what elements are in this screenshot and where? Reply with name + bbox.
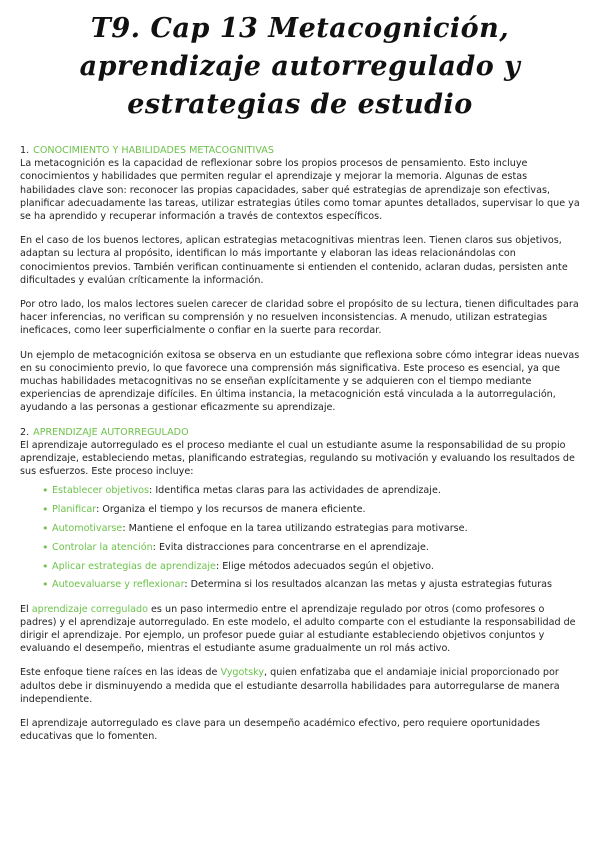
list-item: • Automotivarse: Mantiene el enfoque en la tarea utilizando estrategias para motivarse. — [42, 522, 580, 535]
list-item: • Aplicar estrategias de aprendizaje: Elige métodos adecuados según el objetivo. — [42, 560, 580, 573]
section-1-heading — [20, 144, 580, 157]
section-1-number: 1. — [20, 145, 30, 156]
list-item-text: Elige métodos adecuados según el objetivo. — [222, 560, 434, 572]
section-1-paragraph-2: En el caso de los buenos lectores, aplican estrategias metacognitivas mientras leen. Tienen claros sus objetivos, adaptan su lectura al propósito, identifican lo más importante y elaboran las ideas relacionándolas con conocimientos previos. También verifican continuamente si entienden el contenido, aclaran dudas, persisten ante dificultades y evalúan críticamente la información. — [20, 235, 568, 286]
list-item-text: Evita distracciones para concentrarse en el aprendizaje. — [158, 541, 429, 553]
list-item-term: Controlar la atención — [52, 541, 153, 553]
section-1-paragraph-4: Un ejemplo de metacognición exitosa se observa en un estudiante que reflexiona sobre cómo integrar ideas nuevas en su conocimiento previo, lo que favorece una comprensión más significativa. Este proceso es esencial, ya que muchas habilidades metacognitivas no se enseñan explícitamente y se adquieren con el tiempo mediante experiencias de aprendizaje difíciles. En última instancia, la metacognición está vinculada a la autorregulación, ayudando a las personas a gestionar eficazmente su aprendizaje. — [20, 349, 580, 414]
section-1-paragraph-1: La metacognición es la capacidad de reflexionar sobre los propios procesos de pensamiento. Esto incluye conocimientos y habilidades que permiten regular el aprendizaje y mejorar la memoria. Algunas de estas habilidades clave son: reconocer las propias capacidades, saber qué estrategias de aprendizaje son efectivas, planificar adecuadamente las tareas, utilizar estrategias útiles como tomar apuntes detallados, supervisar lo que ya se ha aprendido y recuperar información a través de contextos específicos. — [20, 158, 580, 223]
list-item: • Establecer objetivos: Identifica metas claras para las actividades de aprendizaje. — [42, 484, 580, 497]
section-1-title: CONOCIMIENTO Y HABILIDADES METACOGNITIVAS — [33, 145, 274, 156]
list-item-text: Organiza el tiempo y los recursos de manera eficiente. — [102, 504, 366, 516]
list-item-term: Establecer objetivos — [52, 485, 150, 497]
document-body — [20, 144, 580, 743]
vygotsky-pre: Este enfoque tiene raíces en las ideas de — [20, 667, 221, 679]
section-2-number: 2. — [20, 426, 30, 438]
list-item-term: Automotivarse — [52, 523, 123, 535]
list-item-text: Mantiene el enfoque en la tarea utilizando estrategias para motivarse. — [128, 523, 468, 535]
vygotsky-term: Vygotsky — [220, 667, 265, 679]
coregulated-post: es un paso intermedio entre el aprendizaje regulado por otros (como profesores o padres) y el aprendizaje autorregulado. En este modelo, el adulto comparte con el estudiante la responsabilidad de dirigir el aprendizaje. Por ejemplo, un profesor puede guiar al estudiante estableciendo objetivos conjuntos y evaluando el desempeño, mientras el estudiante asume gradualmente un rol más activo. — [20, 603, 576, 655]
final-paragraph: El aprendizaje autorregulado es clave para un desempeño académico efectivo, pero requiere oportunidades educativas que lo fomenten. — [20, 718, 540, 743]
coregulated-paragraph — [20, 603, 580, 656]
section-2-intro: El aprendizaje autorregulado es el proceso mediante el cual un estudiante asume la responsabilidad de su propio aprendizaje, estableciendo metas, planificando estrategias, regulando su motivación y evaluando los resultados de sus esfuerzos. Este proceso incluye: — [20, 439, 575, 478]
coregulated-term: aprendizaje corregulado — [31, 603, 148, 615]
section-2-title: APRENDIZAJE AUTORREGULADO — [33, 426, 189, 438]
list-item-term: Planificar — [52, 504, 97, 516]
list-item-text: Determina si los resultados alcanzan las metas y ajusta estrategias futuras — [190, 579, 553, 591]
list-item: • Planificar: Organiza el tiempo y los recursos de manera eficiente. — [42, 503, 580, 516]
list-item: • Autoevaluarse y reflexionar: Determina si los resultados alcanzan las metas y ajusta estrategias futuras — [42, 578, 580, 591]
list-item: • Controlar la atención: Evita distracciones para concentrarse en el aprendizaje. — [42, 541, 580, 554]
coregulated-pre: El — [20, 603, 32, 615]
page-title: T9. Cap 13 Metacognición, aprendizaje autorregulado y estrategias de estudio — [79, 13, 521, 120]
section-2-heading — [20, 426, 580, 439]
vygotsky-paragraph — [20, 666, 580, 706]
vygotsky-post: , quien enfatizaba que el andamiaje inicial proporcionado por adultos debe ir disminuyendo a medida que el estudiante desarrolla habilidades para autorregularse de manera independiente. — [20, 667, 560, 705]
list-item-text: Identifica metas claras para las actividades de aprendizaje. — [155, 485, 441, 497]
self-regulation-list — [42, 484, 580, 591]
list-item-term: Autoevaluarse y reflexionar — [52, 579, 185, 591]
list-item-term: Aplicar estrategias de aprendizaje — [52, 560, 216, 572]
section-1-paragraph-3: Por otro lado, los malos lectores suelen carecer de claridad sobre el propósito de su lectura, tienen dificultades para hacer inferencias, no verifican su comprensión y no resuelven inconsistencias. A menudo, utilizan estrategias ineficaces, como leer superficialmente o confiar en la suerte para recordar. — [20, 299, 579, 337]
